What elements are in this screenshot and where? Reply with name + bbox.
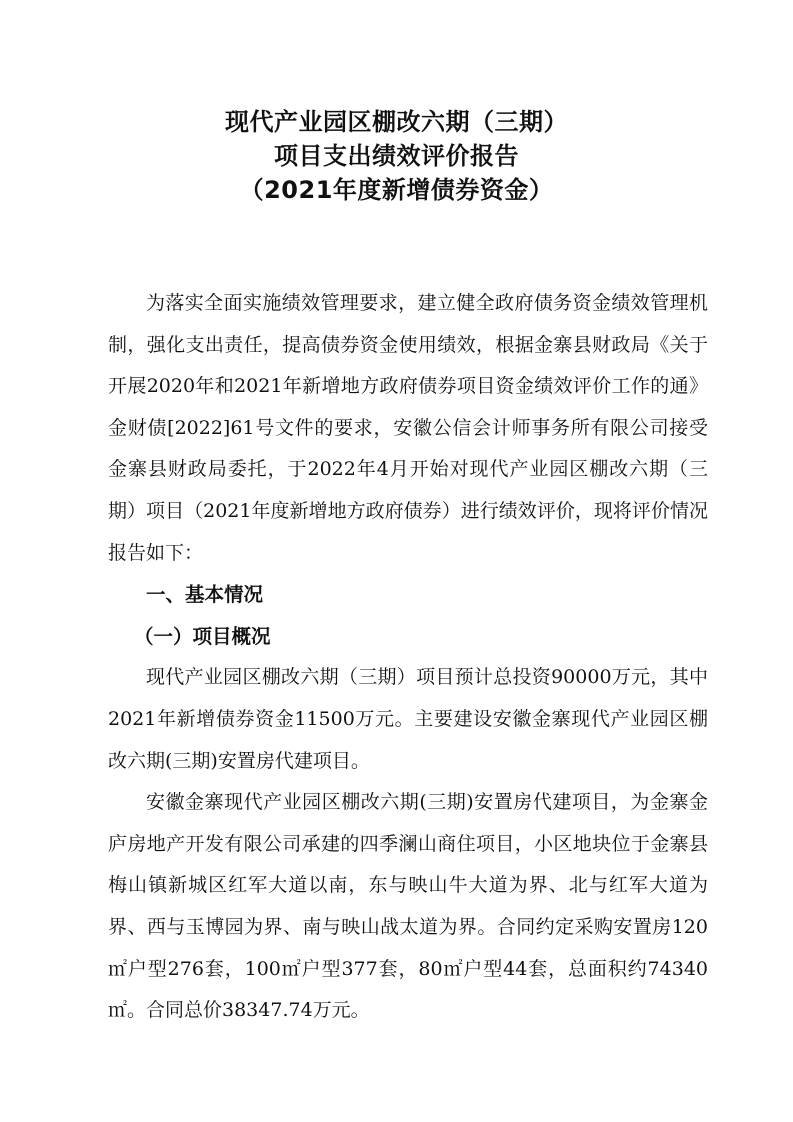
document-body bbox=[108, 283, 708, 1032]
title-line-3: （2021年度新增债券资金） bbox=[239, 176, 554, 204]
overview-paragraph-1: 现代产业园区棚改六期（三期）项目预计总投资90000万元，其中2021年新增债券资金11500万元。主要建设安徽金寨现代产业园区棚改六期(三期)安置房代建项目。 bbox=[108, 666, 708, 772]
subsection-heading-project-overview: （一）项目概况 bbox=[134, 624, 271, 648]
overview-paragraph-2: 安徽金寨现代产业园区棚改六期(三期)安置房代建项目，为金寨金庐房地产开发有限公司承建的四季澜山商住项目，小区地块位于金寨县梅山镇新城区红军大道以南，东与映山牛大道为界、北与红军大道为界、西与玉博园为界、南与映山战太道为界。合同约定采购安置房120㎡户型276套，100㎡户型377套，80㎡户型44套，总面积约74340㎡。合同总价38347.74万元。 bbox=[108, 791, 708, 1022]
document-title bbox=[0, 105, 793, 207]
title-line-2: 项目支出绩效评价报告 bbox=[274, 142, 519, 170]
section-heading-basic-info: 一、基本情况 bbox=[146, 583, 264, 607]
intro-paragraph: 为落实全面实施绩效管理要求，建立健全政府债务资金绩效管理机制，强化支出责任，提高债券资金使用绩效，根据金寨县财政局《关于开展2020年和2021年新增地方政府债券项目资金绩效评价工作的通》金财债[2022]61号文件的要求，安徽公信会计师事务所有限公司接受金寨县财政局委托，于2022年4月开始对现代产业园区棚改六期（三期）项目（2021年度新增地方政府债券）进行绩效评价，现将评价情况报告如下： bbox=[108, 292, 708, 564]
title-line-1: 现代产业园区棚改六期（三期） bbox=[225, 108, 568, 136]
